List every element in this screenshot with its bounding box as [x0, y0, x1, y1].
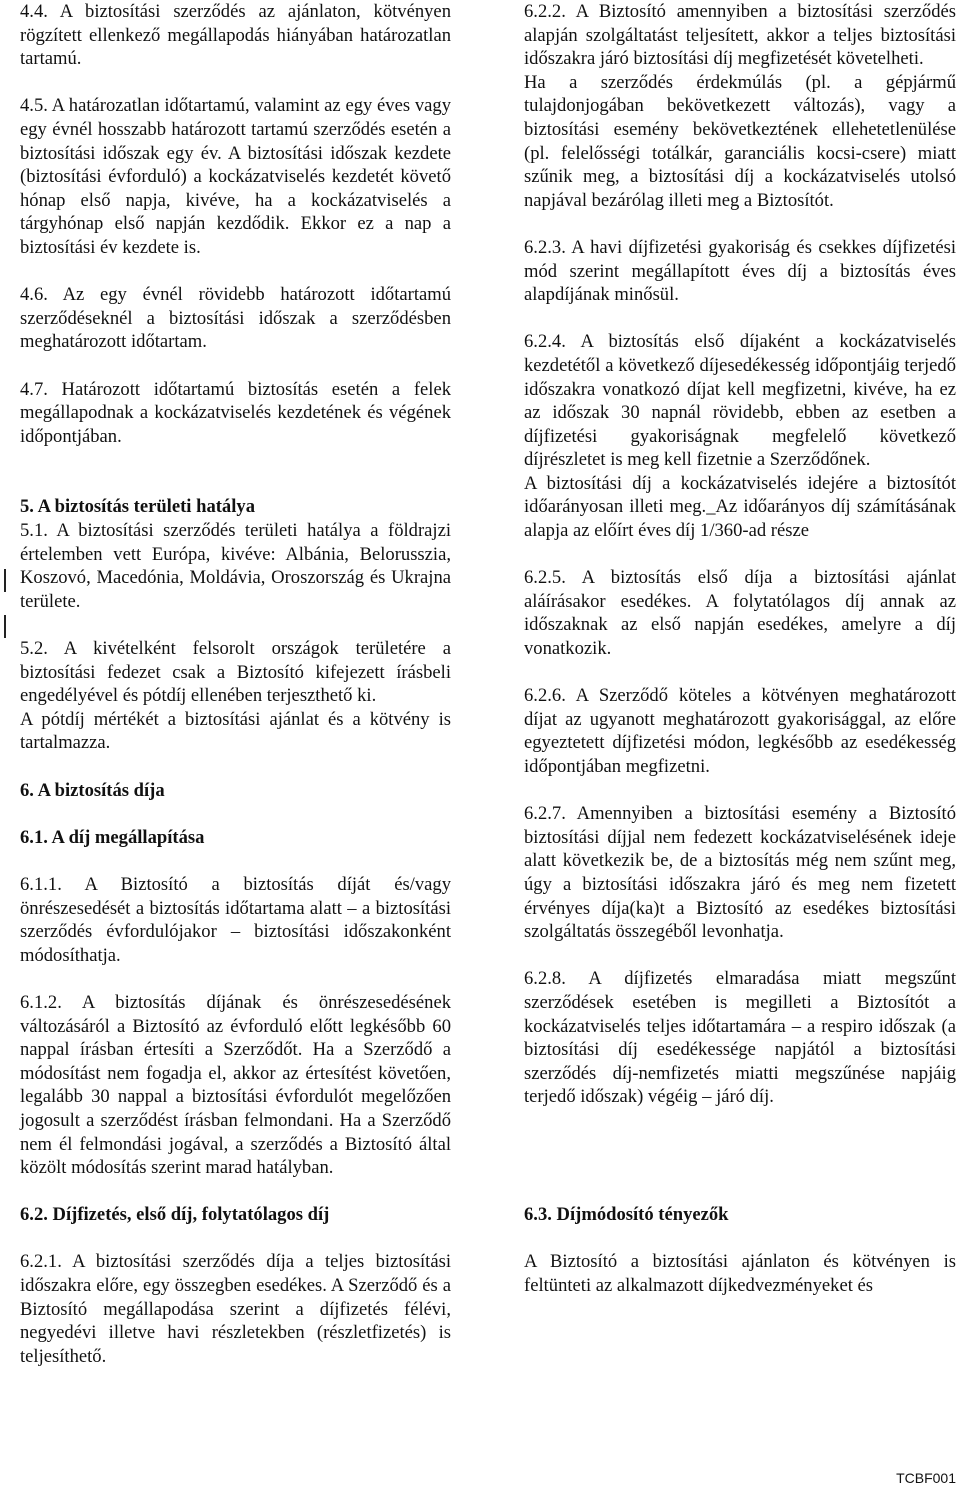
paragraph-6-2-4-proportional: A biztosítási díj a kockázatviselés idejére a biztosítót időarányosan illeti meg._Az időarányos díj számításának alapja az előírt éves díj 1/360-ad része	[524, 472, 956, 542]
paragraph-4-4: 4.4. A biztosítási szerződés az ajánlaton, kötvényen rögzített ellenkező megállapodás hiányában határozatlan tartamú.	[20, 1, 451, 70]
paragraph-6-2-2: 6.2.2. A Biztosító amennyiben a biztosítási szerződés alapján szolgáltatást teljesített, akkor a teljes biztosítási időszakra járó biztosítási díj megfizetését követelheti.	[524, 1, 956, 70]
paragraph-6-1-2: 6.1.2. A biztosítás díjának és önrészesedésének változásáról a Biztosító az évforduló előtt legkésőbb 60 nappal írásban értesíti a Szerződőt. Ha a Szerződő a módosítást nem fogadja el, akkor az értesítést követően, legalább 30 nappal a biztosítási évfordulót megelőzően jogosult a szerződést írásban felmondani. Ha a Szerződő nem él felmondási jogával, a szerződés a Biztosító által közölt módosítás szerint marad hatályban.	[20, 991, 451, 1179]
heading-section-6-1: 6.1. A díj megállapítása	[20, 826, 205, 848]
revision-change-bar	[4, 615, 6, 638]
paragraph-5-1: 5.1. A biztosítási szerződés területi hatálya a földrajzi értelemben vett Európa, kivéve: Albánia, Belorusszia, Koszovó, Macedónia, Moldávia, Oroszország és Ukrajna területe.	[20, 520, 451, 612]
paragraph-6-2-8: 6.2.8. A díjfizetés elmaradása miatt megszűnt szerződések esetében is megilleti a Biztosítót a kockázatviselés teljes időtartamára – a respiro időszak (a biztosítási díj esedékessége napjától a biztosítási szerződés díj-nemfizetés miatti megszűnése napjáig terjedő időszak) végéig – járó díj.	[524, 968, 956, 1108]
paragraph-6-1-1: 6.1.1. A Biztosító a biztosítás díját és/vagy önrészesedését a biztosítás időtartama alatt – a biztosítási szerződés évfordulójakor – biztosítási időszakonként módosíthatja.	[20, 873, 451, 966]
paragraph-6-2-2-termination: Ha a szerződés érdekmúlás (pl. a gépjármű tulajdonjogában bekövetkezett változás), vagy a biztosítási esemény bekövetkeztének ellehetetlenülése (pl. felelősségi totálkár, garanciális kocsi-csere) miatt szűnik meg, a biztosítási díj a kockázatviselés utolsó napjával bezárólag illeti meg a Biztosítót.	[524, 71, 956, 211]
paragraph-5-2-surcharge: A pótdíj mértékét a biztosítási ajánlat és a kötvény is tartalmazza.	[20, 708, 451, 754]
paragraph-6-2-4: 6.2.4. A biztosítás első díjaként a kockázatviselés kezdetétől a következő díjesedékesség időpontjáig terjedő időszakra vonatkozó díjat kell megfizetni, kivéve, ha ez az időszak 30 napnál rövidebb, ebben az esetben a díjfizetési gyakoriságnak megfelelő következő díjrészletet is meg kell fizetnie a Szerződőnek.	[524, 331, 956, 471]
right-column	[524, 0, 956, 1298]
paragraph-4-6: 4.6. Az egy évnél rövidebb határozott időtartamú szerződéseknél a biztosítási időszak a szerződésben meghatározott időtartam.	[20, 284, 451, 353]
paragraph-6-2-5: 6.2.5. A biztosítás első díja a biztosítási ajánlat aláírásakor esedékes. A folytatólagos díj annak az időszaknak az első napján esedékes, amelyre a díj vonatkozik.	[524, 567, 956, 660]
heading-section-6-3: 6.3. Díjmódosító tényezők	[524, 1204, 729, 1226]
paragraph-4-5: 4.5. A határozatlan időtartamú, valamint az egy éves vagy egy évnél hosszabb határozott tartamú szerződés esetén a biztosítási időszak egy év. A biztosítási időszak kezdete (biztosítási évforduló) a kockázatviselés kezdetét követő hónap első napja, kivéve, ha a kockázatviselés a tárgyhónap első napján kezdődik. Ekkor ez a nap a biztosítási év kezdete is.	[20, 95, 451, 258]
paragraph-6-3: A Biztosító a biztosítási ajánlaton és kötvényen is feltünteti az alkalmazott díjkedvezményeket és	[524, 1251, 956, 1297]
heading-section-6: 6. A biztosítás díja	[20, 779, 165, 801]
paragraph-6-2-1: 6.2.1. A biztosítási szerződés díja a teljes biztosítási időszakra előre, egy összegben esedékes. A Szerződő és a Biztosító megállapodása szerint a díjfizetés félévi, negyedévi illetve havi részletekben (részletfizetés) is teljesíthető.	[20, 1251, 451, 1367]
paragraph-6-2-7: 6.2.7. Amennyiben a biztosítási esemény a Biztosító biztosítási díjjal nem fedezett kockázatviselésének ideje alatt következik be, de a biztosítás még nem szűnt meg, úgy a biztosítási időszakra járó és meg nem fizetett érvényes díja(ka)t a Biztosító az esedékes biztosítási szolgáltatás összegéből levonhatja.	[524, 803, 956, 943]
paragraph-6-2-6: 6.2.6. A Szerződő köteles a kötvényen meghatározott díjat az ugyanott meghatározott gyakorisággal, az előre egyeztetett díjfizetési módon, legkésőbb az esedékesség időpontjában megfizetni.	[524, 685, 956, 777]
paragraph-6-2-3: 6.2.3. A havi díjfizetési gyakoriság és csekkes díjfizetési mód szerint megállapított éves díj a biztosítás éves alapdíjának minősül.	[524, 236, 956, 306]
paragraph-4-7: 4.7. Határozott időtartamú biztosítás esetén a felek megállapodnak a kockázatviselés kezdetének és végének időpontjában.	[20, 378, 451, 447]
document-code: TCBF001	[896, 1470, 956, 1487]
heading-section-5: 5. A biztosítás területi hatálya	[20, 496, 255, 518]
left-column	[20, 0, 451, 1368]
heading-section-6-2: 6.2. Díjfizetés, első díj, folytatólagos díj	[20, 1204, 330, 1226]
revision-change-bar	[4, 569, 6, 592]
paragraph-5-2: 5.2. A kivételként felsorolt országok területére a biztosítási fedezet csak a Biztosító kifejezett írásbeli engedélyével és pótdíj ellenében terjeszthető ki.	[20, 638, 451, 707]
